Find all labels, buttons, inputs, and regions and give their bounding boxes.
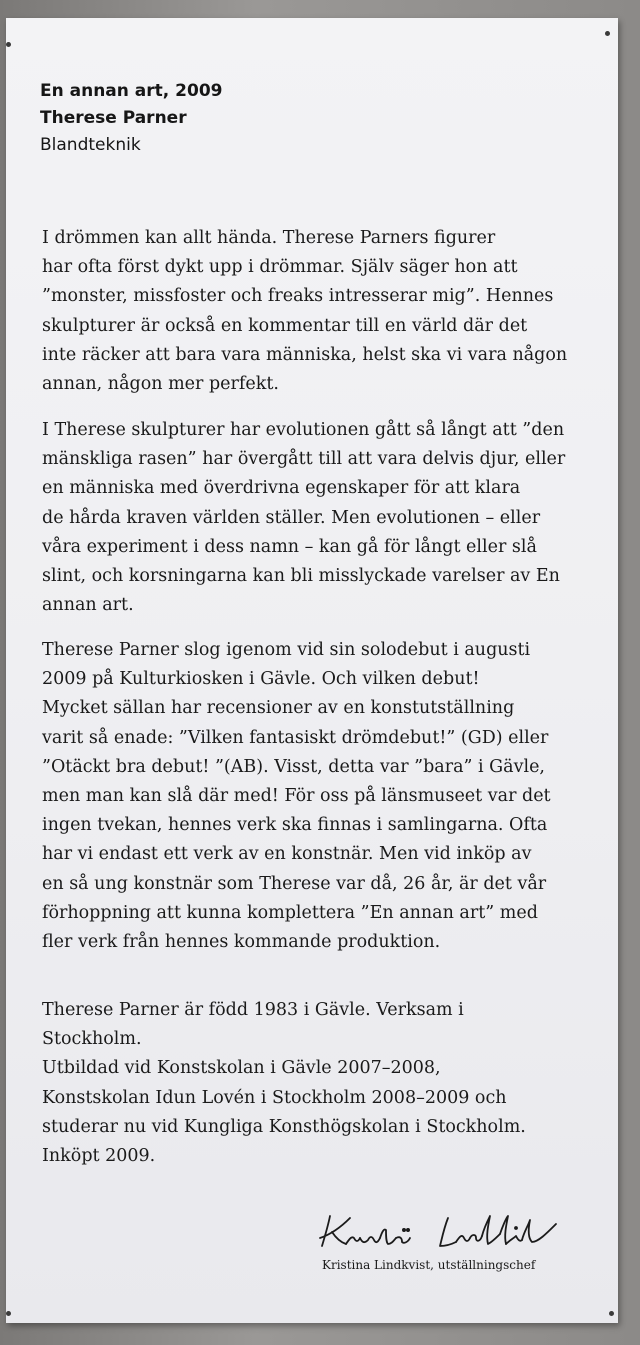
- handwritten-signature: [316, 1208, 568, 1252]
- paragraph-evolution: [42, 416, 565, 620]
- text-line: studerar nu vid Kungliga Konsthögskolan i Stockholm.: [42, 1116, 526, 1137]
- text-line: de hårda kraven världen ställer. Men evolutionen – eller: [42, 507, 541, 528]
- text-line: mänskliga rasen” har övergått till att vara delvis djur, eller: [42, 449, 566, 470]
- text-line: Mycket sällan har recensioner av en konstutställning: [42, 698, 515, 719]
- artwork-title: En annan art, 2009: [40, 81, 223, 101]
- paragraph-biography: [42, 996, 526, 1171]
- artist-name: Therese Parner: [40, 108, 187, 128]
- text-line: skulpturer är också en kommentar till en värld där det: [42, 315, 528, 336]
- screw-icon: [605, 31, 610, 36]
- text-line: annan art.: [42, 595, 134, 616]
- signature-block: [314, 1208, 574, 1288]
- artwork-technique: Blandteknik: [40, 135, 141, 155]
- text-line: Therese Parner slog igenom vid sin solodebut i augusti: [42, 640, 531, 660]
- text-line: Konstskolan Idun Lovén i Stockholm 2008–2009 och: [42, 1087, 507, 1108]
- text-line: ”Otäckt bra debut! ”(AB). Visst, detta var ”bara” i Gävle,: [42, 756, 545, 777]
- screw-icon: [6, 42, 11, 47]
- text-line: fler verk från hennes kommande produktion.: [42, 932, 441, 953]
- museum-label-plaque: [6, 18, 618, 1323]
- text-line: inte räcker att bara vara människa, helst ska vi vara någon: [42, 344, 568, 365]
- text-line: har ofta först dykt upp i drömmar. Själv säger hon att: [42, 257, 518, 278]
- text-line: Utbildad vid Konstskolan i Gävle 2007–2008,: [42, 1058, 441, 1079]
- text-line: har vi endast ett verk av en konstnär. Men vid inköp av: [42, 844, 532, 865]
- screw-icon: [609, 1311, 614, 1316]
- text-line: I drömmen kan allt hända. Therese Parners figurer: [42, 228, 496, 248]
- text-line: en så ung konstnär som Therese var då, 26 år, är det vår: [42, 873, 547, 894]
- text-line: förhoppning att kunna komplettera ”En annan art” med: [42, 902, 538, 923]
- screw-icon: [6, 1311, 11, 1316]
- text-line: annan, någon mer perfekt.: [42, 374, 279, 395]
- text-line: Inköpt 2009.: [42, 1146, 156, 1167]
- text-line: I Therese skulpturer har evolutionen gått så långt att ”den: [42, 420, 565, 440]
- signature-caption: Kristina Lindkvist, utställningschef: [322, 1258, 536, 1272]
- paragraph-intro: [42, 224, 567, 399]
- text-line: varit så enade: ”Vilken fantasiskt drömdebut!” (GD) eller: [42, 727, 549, 748]
- text-line: slint, och korsningarna kan bli misslyckade varelser av En: [42, 566, 560, 587]
- text-line: Therese Parner är född 1983 i Gävle. Verksam i: [42, 1000, 464, 1020]
- text-line: Stockholm.: [42, 1029, 142, 1050]
- paragraph-debut: [42, 636, 551, 957]
- text-line: ingen tvekan, hennes verk ska finnas i samlingarna. Ofta: [42, 815, 548, 836]
- text-line: en människa med överdrivna egenskaper för att klara: [42, 478, 521, 499]
- text-line: våra experiment i dess namn – kan gå för långt eller slå: [42, 536, 537, 557]
- text-line: 2009 på Kulturkiosken i Gävle. Och vilken debut!: [42, 669, 480, 690]
- text-line: men man kan slå där med! För oss på länsmuseet var det: [42, 786, 551, 807]
- text-line: ”monster, missfoster och freaks intresserar mig”. Hennes: [42, 286, 554, 307]
- artwork-heading: [40, 78, 222, 159]
